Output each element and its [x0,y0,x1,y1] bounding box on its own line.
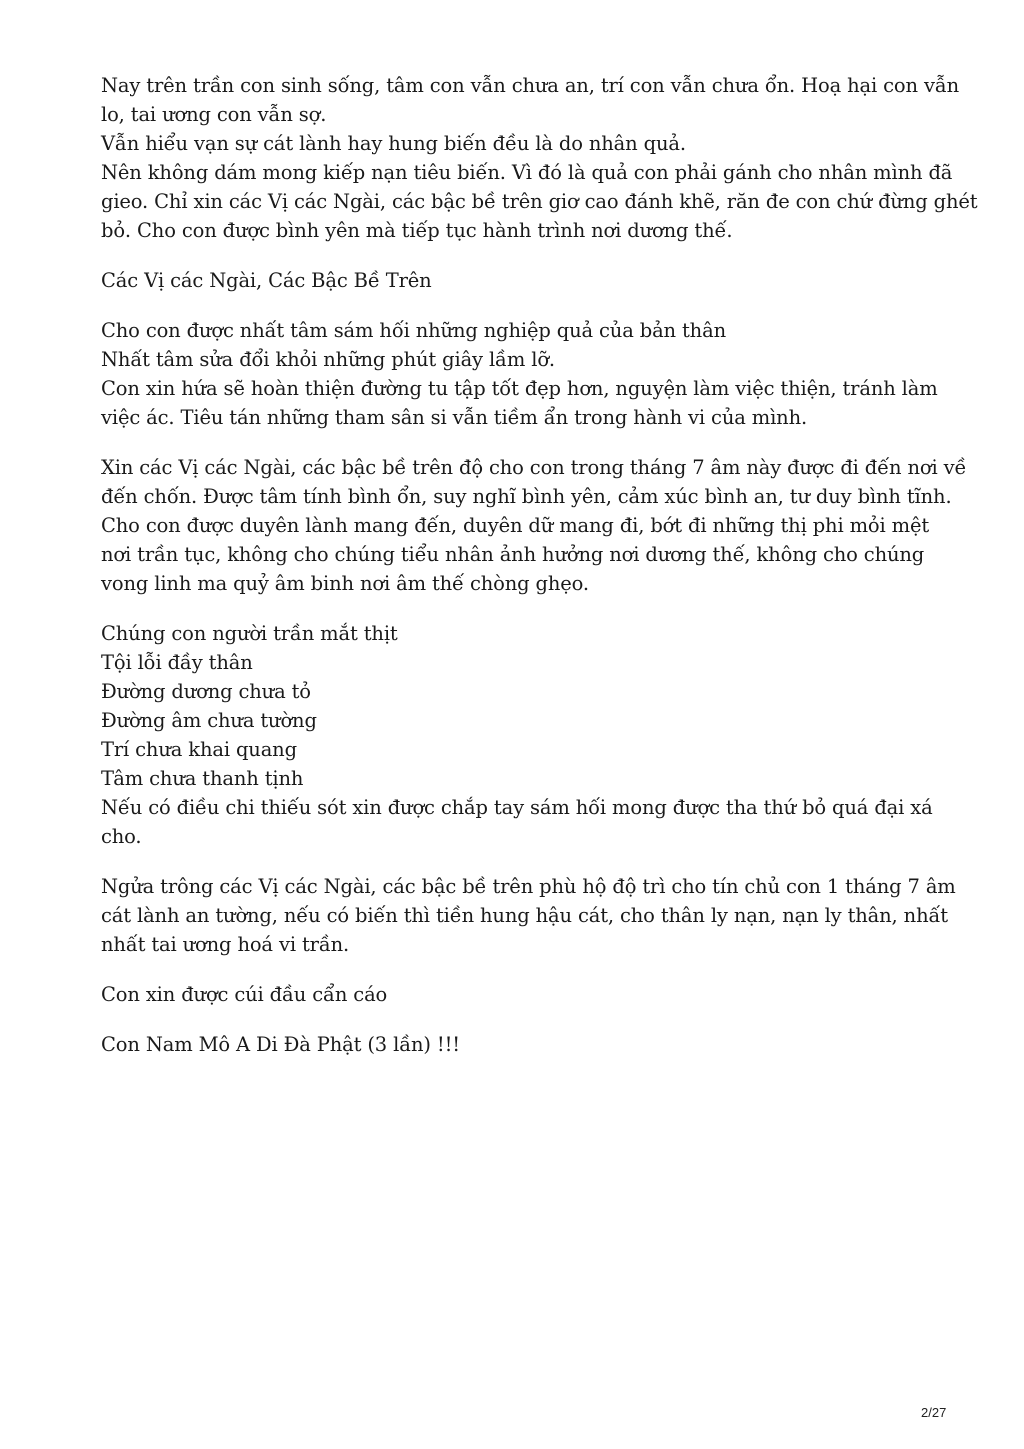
paragraph [101,453,967,598]
text-line: gieo. Chỉ xin các Vị các Ngài, các bậc bề trên giơ cao đánh khẽ, răn đe con chứ đừng ghét [101,190,978,213]
text-line: Cho con được duyên lành mang đến, duyên dữ mang đi, bớt đi những thị phi mỏi mệt [101,514,930,537]
text-line: Nên không dám mong kiếp nạn tiêu biến. Vì đó là quả con phải gánh cho nhân mình đã [101,161,953,184]
text-line: Con Nam Mô A Di Đà Phật (3 lần) !!! [101,1033,460,1056]
text-line: đến chốn. Được tâm tính bình ổn, suy nghĩ bình yên, cảm xúc bình an, tư duy bình tĩnh. [101,485,952,508]
paragraph [101,619,931,851]
paragraph [101,266,931,295]
text-line: cho. [101,825,142,848]
text-line: Xin các Vị các Ngài, các bậc bề trên độ cho con trong tháng 7 âm này được đi đến nơi về [101,456,967,479]
text-line: Con xin hứa sẽ hoàn thiện đường tu tập tốt đẹp hơn, nguyện làm việc thiện, tránh làm [101,377,938,400]
paragraph [101,316,938,432]
text-line: Đường âm chưa tường [101,709,317,732]
text-line: Con xin được cúi đầu cẩn cáo [101,983,388,1006]
text-line: Cho con được nhất tâm sám hối những nghiệp quả của bản thân [101,319,726,342]
paragraph [101,872,956,959]
paragraph [101,1030,931,1059]
text-line: Nhất tâm sửa đổi khỏi những phút giây lầm lỡ. [101,348,555,371]
text-line: nhất tai ương hoá vi trần. [101,933,350,956]
page-number: 2/27 [921,1405,947,1420]
text-line: nơi trần tục, không cho chúng tiểu nhân ảnh hưởng nơi dương thế, không cho chúng [101,543,925,566]
text-line: Đường dương chưa tỏ [101,680,311,703]
text-line: vong linh ma quỷ âm binh nơi âm thế chòng ghẹo. [101,572,589,595]
text-line: Tâm chưa thanh tịnh [101,767,304,790]
text-line: Nếu có điều chi thiếu sót xin được chắp tay sám hối mong được tha thứ bỏ quá đại xá [101,796,933,819]
text-line: Các Vị các Ngài, Các Bậc Bề Trên [101,269,432,292]
text-line: Tội lỗi đầy thân [101,651,253,674]
text-line: cát lành an tường, nếu có biến thì tiền hung hậu cát, cho thân ly nạn, nạn ly thân, nhất [101,904,948,927]
text-line: Trí chưa khai quang [101,738,297,761]
paragraph [101,980,931,1009]
text-line: bỏ. Cho con được bình yên mà tiếp tục hành trình nơi dương thế. [101,219,733,242]
text-line: lo, tai ương con vẫn sợ. [101,103,327,126]
text-line: Nay trên trần con sinh sống, tâm con vẫn chưa an, trí con vẫn chưa ổn. Hoạ hại con vẫn [101,74,960,97]
text-line: Vẫn hiểu vạn sự cát lành hay hung biến đều là do nhân quả. [101,132,686,155]
paragraph [101,71,978,245]
document-body [101,71,978,1080]
text-line: Ngửa trông các Vị các Ngài, các bậc bề trên phù hộ độ trì cho tín chủ con 1 tháng 7 âm [101,875,956,898]
text-line: Chúng con người trần mắt thịt [101,622,398,645]
text-line: việc ác. Tiêu tán những tham sân si vẫn tiềm ẩn trong hành vi của mình. [101,406,808,429]
